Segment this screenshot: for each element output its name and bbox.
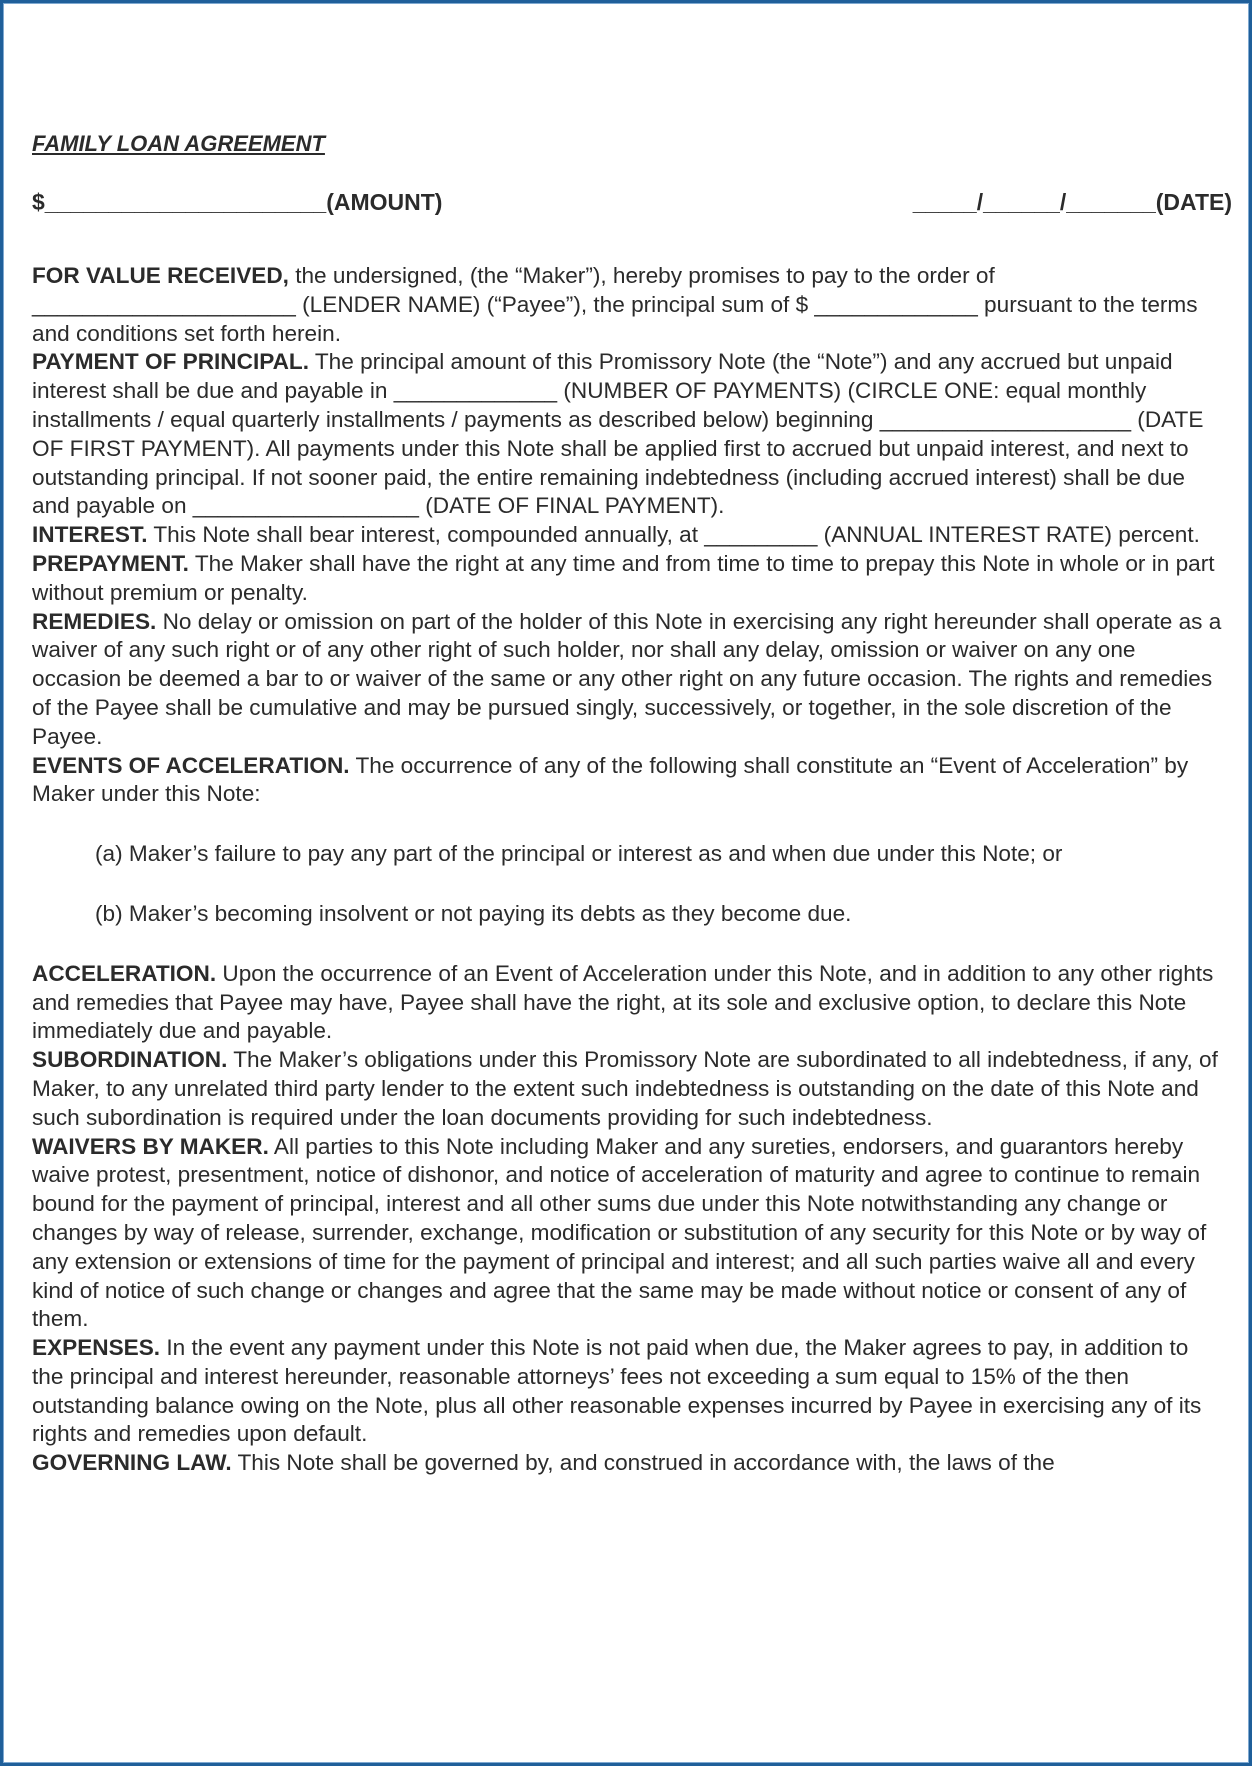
section-governing-law [32,1449,1222,1478]
section-label: GOVERNING LAW. [32,1450,232,1476]
section-label: PREPAYMENT. [32,550,189,576]
date-field-line: _____/______/_______(DATE) [912,189,1232,215]
spacer [32,929,1222,960]
section-expenses [32,1334,1222,1449]
section-prepayment [32,550,1222,608]
section-label: PAYMENT OF PRINCIPAL. [32,349,310,375]
spacer [32,869,1222,900]
section-text: the undersigned, (the “Maker”), hereby promises to pay to the order of _____________________ (LENDER NAME) (“Payee”), the principal sum of $ _____________ pursuant to the terms and conditions set forth herein. [32,263,1198,346]
section-text: No delay or omission on part of the holder of this Note in exercising any right hereunder shall operate as a waiver of any such right or of any other right of such holder, nor shall any delay, omission or waiver on any one occasion be deemed a bar to or waiver of the same or any other right on any future occasion. The rights and remedies of the Payee shall be cumulative and may be pursued singly, successively, or together, in the sole discretion of the Payee. [32,608,1222,749]
document-title: FAMILY LOAN AGREEMENT [32,131,325,156]
section-remedies [32,608,1222,752]
section-text: The principal amount of this Promissory Note (the “Note”) and any accrued but unpaid interest shall be due and payable in _____________ (NUMBER OF PAYMENTS) (CIRCLE ONE: equal monthly installments / equal quarterly installments / payments as described below) beginning ____________________ (DATE OF FIRST PAYMENT). All payments under this Note shall be applied first to accrued but unpaid interest, and next to outstanding principal. If not sooner paid, the entire remaining indebtedness (including accrued interest) shall be due and payable on __________________ (DATE OF FINAL PAYMENT). [32,349,1204,519]
section-text: The Maker shall have the right at any time and from time to time to prepay this Note in whole or in part without premium or penalty. [32,550,1215,605]
section-label: ACCELERATION. [32,960,217,986]
section-text: The occurrence of any of the following shall constitute an “Event of Acceleration” by Maker under this Note: [32,752,1189,807]
section-text: The Maker’s obligations under this Promissory Note are subordinated to all indebtedness, if any, of Maker, to any unrelated third party lender to the extent such indebtedness is outstanding on the date of this Note and such subordination is required under the loan documents providing for such indebtedness. [32,1047,1218,1130]
agreement-body [32,262,1222,1478]
section-label: REMEDIES. [32,608,157,634]
section-label: EVENTS OF ACCELERATION. [32,752,350,778]
section-text: In the event any payment under this Note is not paid when due, the Maker agrees to pay, in addition to the principal and interest hereunder, reasonable attorneys’ fees not exceeding a sum equal to 15% of the then outstanding balance owing on the Note, plus all other reasonable expenses incurred by Payee in exercising any of its rights and remedies upon default. [32,1335,1202,1447]
section-text: Upon the occurrence of an Event of Acceleration under this Note, and in addition to any other rights and remedies that Payee may have, Payee shall have the right, at its sole and exclusive option, to declare this Note immediately due and payable. [32,960,1214,1044]
section-for-value-received [32,262,1222,348]
section-text: All parties to this Note including Maker and any sureties, endorsers, and guarantors hereby waive protest, presentment, notice of dishonor, and notice of acceleration of maturity and agree to continue to remain bound for the payment of principal, interest and all other sums due under this Note notwithstanding any change or changes by way of release, surrender, exchange, modification or substitution of any security for this Note or by way of any extension or extensions of time for the payment of principal and interest; and all such parties waive all and every kind of notice of such change or changes and agree that the same may be made without notice or consent of any of them. [32,1133,1207,1332]
acceleration-event-a: (a) Maker’s failure to pay any part of the principal or interest as and when due under this Note; or [95,841,1063,867]
section-subordination [32,1046,1222,1132]
section-text: This Note shall bear interest, compounded annually, at _________ (ANNUAL INTEREST RATE) percent. [147,522,1200,548]
acceleration-event-b: (b) Maker’s becoming insolvent or not paying its debts as they become due. [95,900,852,926]
section-acceleration [32,960,1222,1046]
section-interest [32,521,1222,550]
section-payment-of-principal [32,348,1222,521]
spacer [32,809,1222,840]
amount-field-line: $______________________(AMOUNT) [32,189,443,215]
section-text: This Note shall be governed by, and construed in accordance with, the laws of the [231,1450,1055,1476]
section-label: FOR VALUE RECEIVED, [32,263,289,288]
section-label: INTEREST. [32,522,148,548]
section-events-of-acceleration [32,752,1222,810]
section-label: WAIVERS BY MAKER. [32,1133,269,1159]
section-waivers-by-maker [32,1133,1222,1335]
section-label: SUBORDINATION. [32,1047,228,1073]
section-label: EXPENSES. [32,1335,161,1361]
